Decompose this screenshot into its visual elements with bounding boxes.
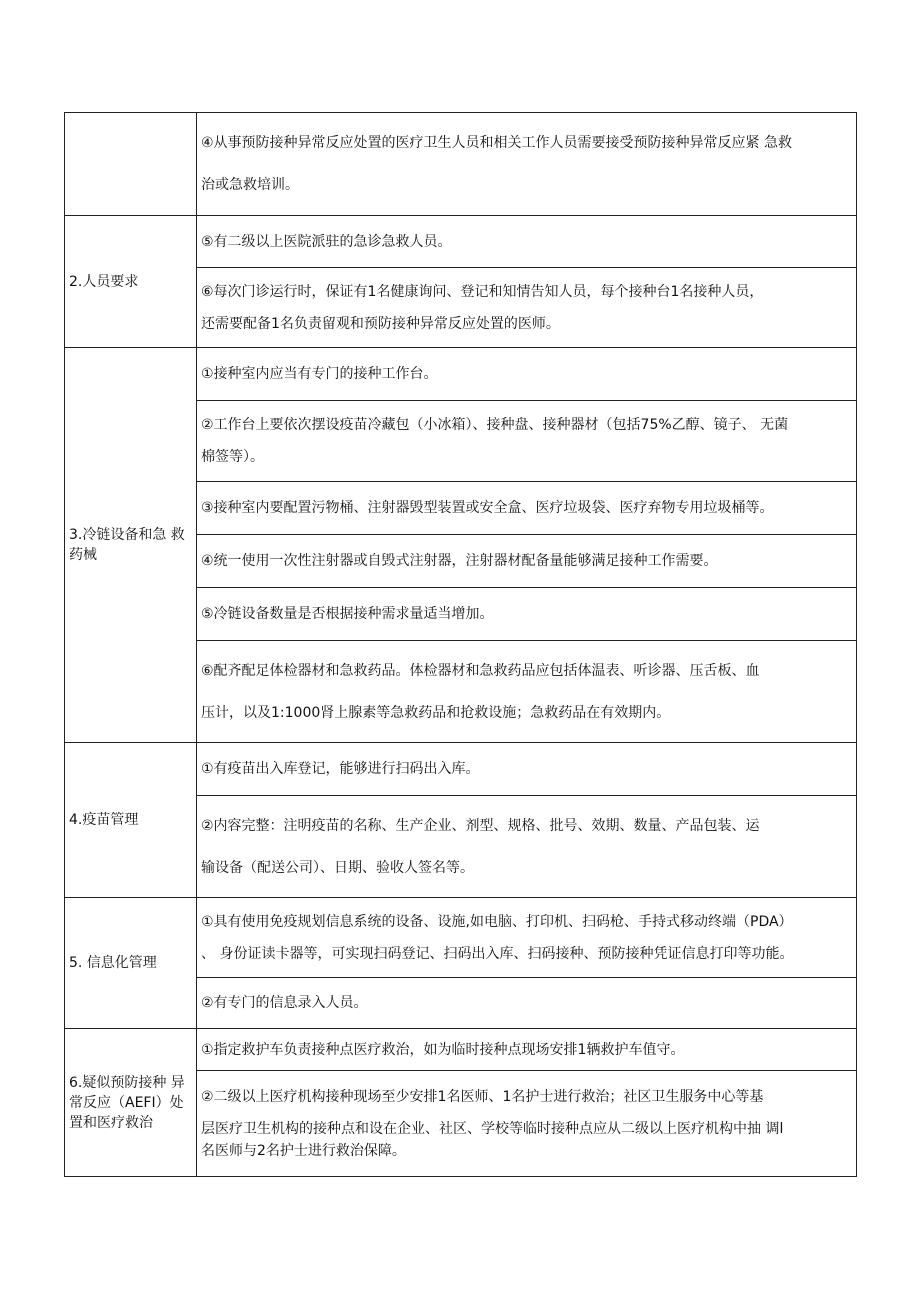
requirement-text: ①接种室内应当有专门的接种工作台。: [201, 366, 438, 382]
requirement-text: ⑥每次门诊运行时，保证有1名健康询问、登记和知情告知人员，每个接种台1名接种人员，: [201, 283, 764, 300]
requirement-text: ②工作台上要依次摆设疫苗冷藏包（小冰箱）、接种盘、接种器材（包括75%乙醇、镜子、 无菌: [201, 417, 789, 433]
requirement-text: ②有专门的信息录入人员。: [201, 995, 368, 1011]
requirement-text: 棉签等）。: [201, 449, 264, 465]
table-row: [65, 898, 857, 978]
requirement-cell: [197, 113, 857, 216]
requirement-text: ②二级以上医疗机构接种现场至少安排1名医师、1名护士进行救治；社区卫生服务中心等基: [201, 1088, 764, 1105]
requirement-text: ①有疫苗出入库登记，能够进行扫码出入库。: [201, 761, 480, 777]
requirement-text: 层医疗卫生机构的接种点和设在企业、社区、学校等临时接种点应从二级以上医疗机构中抽 调l: [201, 1120, 784, 1137]
requirement-cell: [197, 743, 857, 796]
requirement-text: ⑤有二级以上医院派驻的急诊急救人员。: [201, 233, 452, 250]
requirement-cell: [197, 978, 857, 1029]
requirement-text: ③接种室内要配置污物桶、注射器毁型装置或安全盒、医疗垃圾袋、医疗弃物专用垃圾桶等。: [201, 500, 774, 516]
category-cell: 6.疑似预防接种 异常反应（AEFI）处置和医疗救治: [65, 1029, 197, 1177]
requirement-cell: [197, 641, 857, 743]
requirement-text: 还需要配备1名负责留观和预防接种异常反应处置的医师。: [201, 315, 560, 332]
requirement-text: 治或急救培训。: [201, 177, 299, 193]
requirement-text: ①具有使用免疫规划信息系统的设备、设施,如电脑、打印机、扫码枪、手持式移动终端（PDA）: [201, 913, 793, 930]
category-cell: 4.疫苗管理: [65, 743, 197, 898]
requirement-cell: [197, 268, 857, 348]
requirement-cell: [197, 588, 857, 641]
requirement-text: ①指定救护车负责接种点医疗救治，如为临时接种点现场安排1辆救护车值守。: [201, 1041, 685, 1058]
category-cell: [65, 113, 197, 216]
requirement-text: ②内容完整：注明疫苗的名称、生产企业、剂型、规格、批号、效期、数量、产品包装、运: [201, 817, 760, 834]
requirement-cell: [197, 898, 857, 978]
requirement-cell: [197, 796, 857, 898]
requirement-cell: [197, 216, 857, 268]
requirement-cell: [197, 535, 857, 588]
table-row: [65, 113, 857, 216]
requirement-text: ④从事预防接种异常反应处置的医疗卫生人员和相关工作人员需要接受预防接种异常反应紧 急救: [201, 135, 792, 151]
table-row: [65, 348, 857, 401]
requirement-cell: [197, 1071, 857, 1177]
requirement-text: ⑤冷链设备数量是否根据接种需求量适当增加。: [201, 606, 494, 622]
requirement-text: 压计，以及1:1000肾上腺素等急救药品和抢救设施；急救药品在有效期内。: [201, 704, 671, 721]
requirement-text: 输设备（配送公司）、日期、验收人签名等。: [201, 859, 474, 876]
table-row: [65, 743, 857, 796]
requirement-text: 、 身份证读卡器等，可实现扫码登记、扫码出入库、扫码接种、预防接种凭证信息打印等功能。: [201, 945, 794, 962]
requirement-cell: [197, 1029, 857, 1071]
requirement-text: 名医师与2名护士进行救治保障。: [201, 1142, 406, 1159]
requirement-cell: [197, 482, 857, 535]
category-cell: 2.人员要求: [65, 216, 197, 348]
table-row: [65, 216, 857, 268]
requirement-cell: [197, 348, 857, 401]
requirement-cell: [197, 401, 857, 482]
category-cell: 5. 信息化管理: [65, 898, 197, 1029]
category-cell: 3.冷链设备和急 救药械: [65, 348, 197, 743]
requirement-text: ⑥配齐配足体检器材和急救药品。体检器材和急救药品应包括体温表、听诊器、压舌板、血: [201, 662, 760, 679]
table-row: [65, 1029, 857, 1071]
requirements-table: [64, 112, 857, 1177]
requirement-text: ④统一使用一次性注射器或自毁式注射器，注射器材配备量能够满足接种工作需要。: [201, 553, 718, 569]
